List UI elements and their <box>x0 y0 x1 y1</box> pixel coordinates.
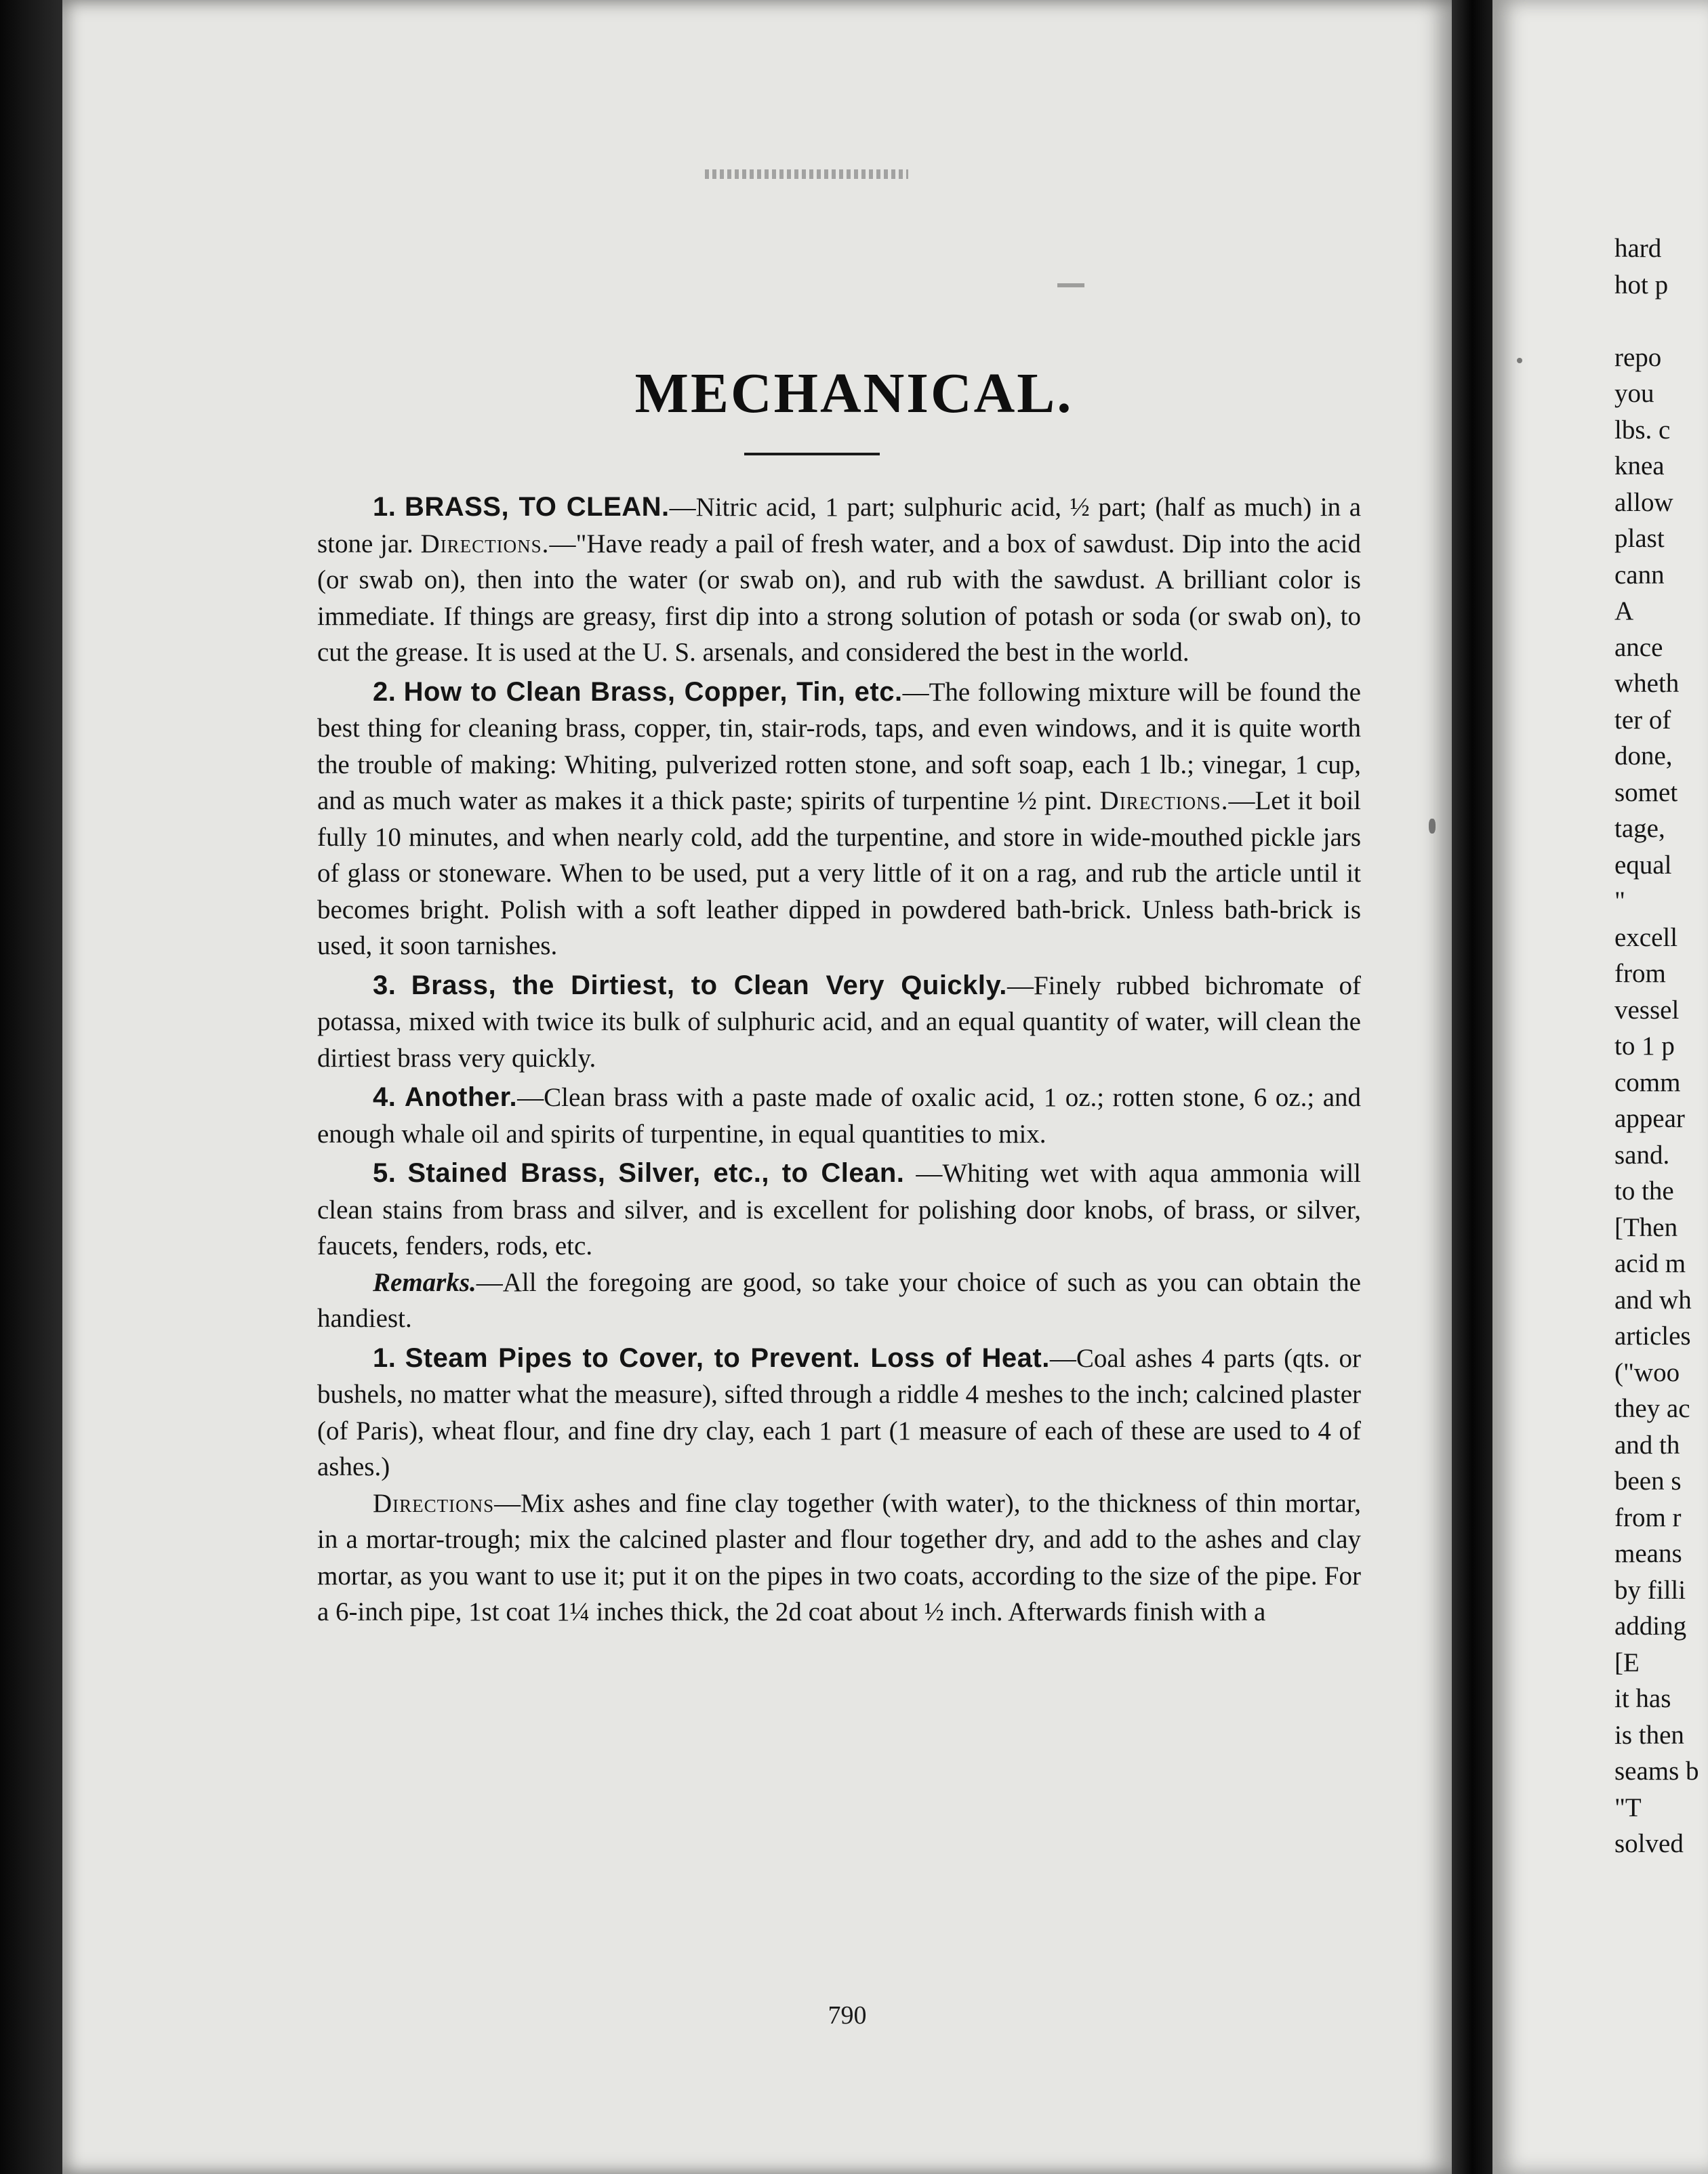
facing-page-line: " <box>1614 886 1625 916</box>
facing-page-line: tage, <box>1614 814 1665 843</box>
entry-number: 1. <box>373 1342 396 1373</box>
entry-text: —"Have ready a pail of fresh water, and a box of sawdust. Dip into the acid (or swab on), then into the water (or swab on), and rub with the sawdust. A brilliant color is immediate. If things are greasy, first dip into a strong solution of potash or soda (or swab on), to cut the grease. It is used at the U. S. arsenals, and considered the best in the world. <box>317 529 1361 667</box>
remarks-label: Remarks. <box>373 1267 476 1297</box>
facing-page-line: to 1 p <box>1614 1031 1675 1061</box>
facing-page-line: excell <box>1614 922 1678 952</box>
facing-page-line: [Then <box>1614 1212 1678 1242</box>
page-title: MECHANICAL. <box>634 362 1074 425</box>
entry-another <box>317 1080 1361 1152</box>
title-rule <box>744 453 880 455</box>
facing-page-line: solved <box>1614 1829 1684 1858</box>
entry-number: 1. <box>373 492 396 522</box>
entry-heading: Brass, the Dirtiest, to Clean Very Quickly. <box>411 970 1007 1000</box>
facing-page-line: A <box>1614 596 1634 625</box>
page-number: 790 <box>828 2001 867 2030</box>
book-gutter <box>1452 0 1492 2174</box>
facing-page-line: from r <box>1614 1502 1682 1532</box>
facing-page-line: articles <box>1614 1321 1691 1351</box>
page-body <box>317 489 1361 1630</box>
facing-page-line: vessel <box>1614 995 1680 1025</box>
entry-heading: BRASS, TO CLEAN. <box>404 492 670 522</box>
facing-page-text <box>1614 230 1699 1862</box>
entry-heading: Steam Pipes to Cover, to Prevent. Loss of Heat. <box>405 1342 1050 1373</box>
facing-page-line <box>1614 303 1699 340</box>
facing-page-line: hard <box>1614 234 1662 263</box>
facing-page-line: and wh <box>1614 1285 1692 1315</box>
facing-page-line: from <box>1614 959 1666 988</box>
entry-text: —Coal ashes 4 parts (qts. or bushels, no matter what the measure), sifted through a riddle 4 meshes to the inch; calcined plaster (of Paris), wheat flour, and fine dry clay, each 1 part (1 measure of each of these are used to 4 of ashes.) <box>317 1343 1361 1481</box>
facing-page-line: ance <box>1614 632 1663 662</box>
scan-speck <box>1517 358 1522 363</box>
entry-number: 4. <box>373 1082 396 1112</box>
entry-number: 5. <box>373 1158 396 1188</box>
entry-heading: How to Clean Brass, Copper, Tin, etc. <box>403 676 903 707</box>
facing-page-line: been s <box>1614 1467 1682 1496</box>
directions-label: Directions. <box>420 529 550 558</box>
entry-text: —Mix ashes and fine clay together (with water), to the thickness of thin mortar, in a mortar-trough; mix the calcined plaster and flour together dry, and add to the ashes and clay mortar, as you want to use it; put it on the pipes in two coats, according to the size of the pipe. For a 6-inch pipe, 1st coat 1¼ inches thick, the 2d coat about ½ inch. Afterwards finish with a <box>317 1488 1361 1626</box>
facing-page-line: appear <box>1614 1104 1685 1133</box>
remarks <box>317 1265 1361 1337</box>
entry-brass-to-clean <box>317 489 1361 671</box>
facing-page-line: repo <box>1614 342 1662 372</box>
facing-page-line: "T <box>1614 1792 1642 1822</box>
entry-text: —Let it boil fully 10 minutes, and when nearly cold, add the turpentine, and store in wide-mouthed pickle jars of glass or stoneware. When to be used, put a very little of it on a rag, and rub the article until it becomes bright. Polish with a soft leather dipped in powdered bath-brick. Unless bath-brick is used, it soon tarnishes. <box>317 786 1362 960</box>
facing-page-line: comm <box>1614 1067 1681 1097</box>
entry-text: —Whiting wet with aqua ammonia will clean stains from brass and silver, and is excellent for polishing door knobs, of brass, or silver, faucets, fenders, rods, etc. <box>317 1159 1362 1260</box>
header-ornament <box>705 169 908 179</box>
facing-page-line: hot p <box>1614 270 1669 300</box>
directions-label: Directions <box>373 1488 495 1518</box>
entry-steam-pipes <box>317 1340 1361 1485</box>
facing-page-line: it has <box>1614 1684 1671 1713</box>
facing-page-line: they ac <box>1614 1394 1690 1423</box>
facing-page-line: sand. <box>1614 1140 1670 1170</box>
entry-text: —The following mixture will be found the best thing for cleaning brass, copper, tin, stair-rods, taps, and even windows, and it is quite worth the trouble of making: Whiting, pulverized rotten stone, and soft soap, each 1 lb.; vinegar, 1 cup, and as much water as makes it a thick paste; spirits of turpentine ½ pint. <box>317 677 1361 815</box>
facing-page-line: allow <box>1614 487 1673 517</box>
facing-page-line: means <box>1614 1539 1682 1568</box>
entry-text: —Finely rubbed bichromate of potassa, mixed with twice its bulk of sulphuric acid, and an equal quantity of water, will clean the dirtiest brass very quickly. <box>317 970 1362 1073</box>
entry-text: —Nitric acid, 1 part; sulphuric acid, ½ part; (half as much) in a stone jar. <box>317 493 1362 558</box>
facing-page-line: seams b <box>1614 1757 1699 1786</box>
facing-page-line: and th <box>1614 1430 1680 1460</box>
facing-page-line: is then <box>1614 1720 1684 1750</box>
entry-text: —Clean brass with a paste made of oxalic acid, 1 oz.; rotten stone, 6 oz.; and enough whale oil and spirits of turpentine, in equal quantities to mix. <box>317 1083 1362 1149</box>
entry-dirtiest-brass <box>317 968 1361 1077</box>
facing-page-line: you <box>1614 379 1654 408</box>
directions-label: Directions. <box>1099 786 1229 815</box>
entry-heading: Another. <box>404 1082 518 1112</box>
steam-directions <box>317 1485 1361 1630</box>
entry-stained-brass-silver <box>317 1155 1361 1265</box>
entry-number: 3. <box>373 970 396 1000</box>
facing-page-line: done, <box>1614 741 1673 771</box>
facing-page <box>1492 0 1708 2174</box>
facing-page-line: ter of <box>1614 705 1671 735</box>
remarks-text: —All the foregoing are good, so take your choice of such as you can obtain the handiest. <box>317 1267 1361 1333</box>
scan-speck <box>1429 819 1436 834</box>
facing-page-line: [E <box>1614 1647 1640 1677</box>
facing-page-line: somet <box>1614 777 1678 807</box>
facing-page-line: by filli <box>1614 1575 1686 1605</box>
scan-margin-left <box>0 0 62 2174</box>
entry-heading: Stained Brass, Silver, etc., to Clean. <box>407 1158 905 1188</box>
facing-page-line: to the <box>1614 1176 1674 1206</box>
header-ornament-mark <box>1057 283 1084 287</box>
facing-page-line: equal <box>1614 850 1672 880</box>
facing-page-line: acid m <box>1614 1249 1686 1278</box>
facing-page-line: lbs. c <box>1614 415 1671 445</box>
facing-page-line: wheth <box>1614 669 1680 698</box>
entry-clean-brass-copper-tin <box>317 674 1361 964</box>
facing-page-line: adding <box>1614 1612 1687 1641</box>
facing-page-line: cann <box>1614 560 1665 590</box>
facing-page-line: knea <box>1614 451 1665 480</box>
facing-page-line: ("woo <box>1614 1357 1680 1387</box>
entry-number: 2. <box>373 676 396 707</box>
facing-page-line: plast <box>1614 524 1665 553</box>
